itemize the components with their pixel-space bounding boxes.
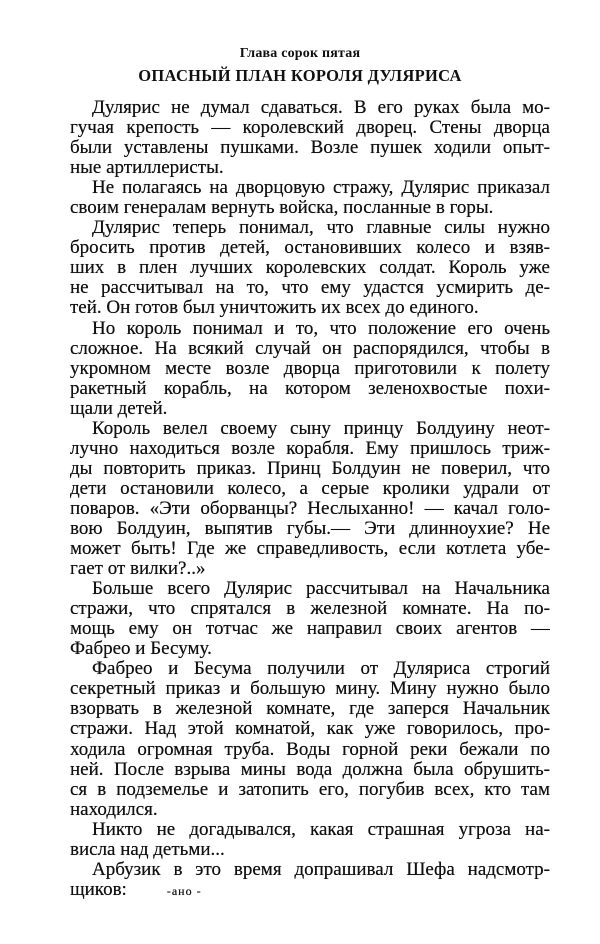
text-line: находился. (70, 798, 158, 820)
text-line: гучая крепость — королевский дворец. Стены дворца (70, 118, 550, 139)
text-line: мощь ему он тотчас же направил своих агентов — (70, 619, 550, 640)
text-line: тей. Он готов был уничтожить их всех до единого. (70, 297, 479, 319)
text-line: щиков: -ано - (70, 878, 202, 900)
text-line: своим генералам вернуть войска, посланные в горы. (70, 197, 494, 219)
text-line: были уставлены пушками. Возле пушек ходили опыт- (70, 138, 550, 159)
text-line: ся в подземелье и затопить его, погубив всех, кто там (70, 779, 550, 800)
text-line: гает от вилки?..» (70, 558, 206, 580)
text-line: Не полагаясь на дворцовую стражу, Дулярис приказал (92, 178, 550, 199)
text-line: Король велел своему сыну принцу Болдуину неот- (92, 418, 550, 439)
text-line: секретный приказ и большую мину. Мину нужно было (70, 679, 550, 700)
text-line: поваров. «Эти оборванцы? Неслыханно! — качал голо- (70, 498, 550, 519)
text-line: висла над детьми... (70, 838, 225, 860)
text-line: ходила огромная труба. Воды горной реки бежали по (70, 739, 550, 760)
scan-artifact: -ано - (166, 883, 202, 898)
text-line: Фабрео и Бесуму. (70, 638, 212, 660)
chapter-title: ОПАСНЫЙ ПЛАН КОРОЛЯ ДУЛЯРИСА (138, 66, 462, 85)
text-line: лучно находиться возле корабля. Ему пришлось триж- (70, 438, 550, 459)
text-line: ших в плен лучших королевских солдат. Король уже (70, 258, 550, 279)
text-line: Фабрео и Бесума получили от Дуляриса строгий (92, 659, 550, 680)
body-text (70, 98, 550, 900)
text-line: щали детей. (70, 397, 168, 419)
chapter-label: Глава сорок пятая (239, 46, 361, 61)
text-line: стражи. Над этой комнатой, как уже говорилось, про- (70, 719, 550, 740)
text-line: сложное. На всякий случай он распорядился, чтобы в (70, 338, 550, 359)
text-line: взорвать в железной комнате, где заперся Начальник (70, 699, 550, 720)
text-line: Арбузик в это время допрашивал Шефа надсмотр- (92, 859, 550, 880)
text-line: дети остановили колесо, а серые кролики удрали от (70, 478, 550, 499)
text-line: может быть! Где же справедливость, если котлета убе- (70, 539, 550, 560)
text-line: вою Болдуин, выпятив губы.— Эти длинноухие? Не (70, 518, 550, 539)
text-line: Никто не догадывался, какая страшная угроза на- (92, 819, 550, 840)
text-line: бросить против детей, остановивших колесо и взяв- (70, 238, 550, 259)
text-line: ды повторить приказ. Принц Болдуин не поверил, что (70, 458, 550, 479)
text-line: стражи, что спрятался в железной комнате. На по- (70, 599, 550, 620)
text-line: ней. После взрыва мины вода должна была обрушить- (70, 759, 550, 780)
text-line: не рассчитывал на то, что ему удастся усмирить де- (70, 278, 550, 299)
text-line: Дулярис не думал сдаваться. В его руках была мо- (92, 98, 550, 118)
text-line: укромном месте возле дворца приготовили к полету (70, 358, 550, 379)
text-line: Дулярис теперь понимал, что главные силы нужно (92, 218, 550, 239)
text-line: Но король понимал и то, что положение его очень (92, 318, 550, 339)
text-line: ракетный корабль, на котором зеленохвостые похи- (70, 378, 550, 399)
text-line: Больше всего Дулярис рассчитывал на Начальника (92, 579, 550, 600)
text-line: ные артиллеристы. (70, 157, 224, 179)
